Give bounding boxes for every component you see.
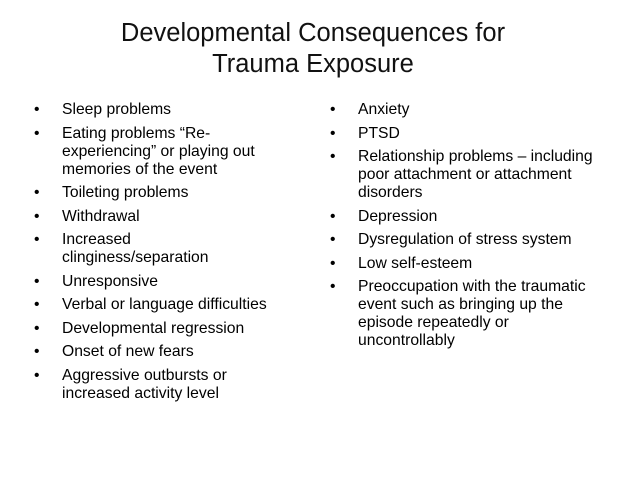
list-item-text: Preoccupation with the traumatic event such as bringing up the episode repeatedly or uncontrollably [358,278,586,349]
list-item [34,184,304,202]
bullet-icon: • [330,207,336,225]
bullet-icon: • [330,148,336,165]
bullet-icon: • [330,231,336,248]
list-item [34,101,304,119]
list-item [34,273,304,291]
bullet-icon: • [34,366,40,384]
list-item-text: Toileting problems [62,184,189,201]
bullet-icon: • [34,296,40,313]
list-item-text: Low self-esteem [358,254,473,272]
bullet-icon: • [34,124,40,142]
bullet-icon: • [330,101,336,118]
list-item-text: PTSD [358,124,400,142]
list-item [330,278,603,350]
left-bullet-list [34,101,304,408]
list-item [34,367,284,403]
slide-title-line-1: Developmental Consequences for [120,19,506,47]
bullet-icon: • [34,101,40,118]
list-item-text: Aggressive outbursts or increased activity level [62,366,227,402]
list-item-text: Relationship problems – including poor attachment or attachment disorders [358,148,593,201]
bullet-icon: • [330,254,336,272]
list-item-text: Depression [358,207,438,225]
list-item-text: Unresponsive [62,272,158,290]
slide-title [30,18,596,80]
list-item [330,231,616,249]
list-item-text: Increased clinginess/separation [62,231,209,266]
list-item-text: Eating problems “Re-experiencing” or playing out memories of the event [62,124,255,178]
bullet-icon: • [34,319,40,337]
list-item [34,125,284,179]
list-item [330,125,616,143]
slide-title-line-2: Trauma Exposure [212,50,414,78]
list-item [330,148,608,202]
bullet-icon: • [330,278,336,295]
right-bullet-list [330,101,616,356]
bullet-icon: • [34,207,40,225]
list-item-text: Sleep problems [62,101,172,118]
bullet-icon: • [330,124,336,142]
list-item [34,296,304,314]
list-item-text: Withdrawal [62,207,140,225]
list-item [34,320,304,338]
bullet-icon: • [34,272,40,290]
bullet-icon: • [34,184,40,201]
list-item-text: Dysregulation of stress system [358,231,572,248]
list-item [330,255,616,273]
list-item [34,208,304,226]
list-item [34,343,304,361]
bullet-icon: • [34,343,40,360]
list-item [34,231,272,267]
list-item-text: Onset of new fears [62,343,194,360]
list-item-text: Developmental regression [62,319,245,337]
bullet-icon: • [34,231,40,248]
list-item [330,101,616,119]
list-item-text: Anxiety [358,101,410,118]
list-item [330,208,616,226]
list-item-text: Verbal or language difficulties [62,296,267,313]
